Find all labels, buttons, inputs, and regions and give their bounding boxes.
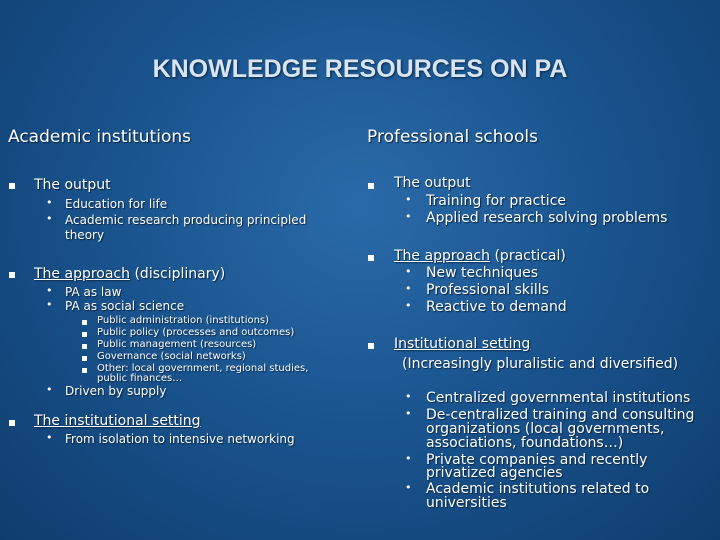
- left-column-heading: Academic institutions: [8, 127, 191, 147]
- bullet-square-icon: [368, 343, 374, 349]
- bullet-square-icon: [82, 344, 87, 349]
- bullet-dot-icon: •: [405, 299, 412, 312]
- left-setting-label: The institutional setting: [34, 413, 201, 429]
- left-approach-suffix: (disciplinary): [130, 266, 226, 282]
- bullet-square-icon: [9, 420, 15, 426]
- left-output-item-continued: theory: [65, 228, 105, 242]
- right-setting-item: Private companies and recently: [426, 452, 648, 468]
- right-setting-item-continued: organizations (local governments,: [426, 421, 665, 437]
- bullet-dot-icon: •: [405, 265, 412, 278]
- right-setting-label: Institutional setting: [394, 336, 531, 352]
- right-output-item: Applied research solving problems: [426, 210, 668, 226]
- right-approach-item: Professional skills: [426, 282, 549, 298]
- bullet-dot-icon: •: [405, 452, 412, 465]
- right-setting-item: Centralized governmental institutions: [426, 390, 691, 406]
- science-item: Public policy (processes and outcomes): [97, 327, 295, 338]
- bullet-dot-icon: •: [405, 193, 412, 206]
- bullet-dot-icon: •: [405, 390, 412, 403]
- right-approach-item: New techniques: [426, 265, 539, 281]
- bullet-square-icon: [368, 183, 374, 189]
- bullet-square-icon: [9, 183, 15, 189]
- right-setting-item-continued: associations, foundations…): [426, 435, 624, 451]
- bullet-square-icon: [368, 255, 374, 261]
- bullet-square-icon: [82, 320, 87, 325]
- bullet-dot-icon: •: [46, 383, 53, 396]
- science-item-continued: public finances…: [97, 373, 183, 384]
- science-item: Public management (resources): [97, 339, 257, 350]
- bullet-dot-icon: •: [46, 212, 53, 225]
- bullet-dot-icon: •: [46, 298, 53, 311]
- bullet-square-icon: [82, 368, 87, 373]
- science-item: Governance (social networks): [97, 351, 246, 362]
- right-approach-line: [394, 248, 566, 264]
- right-setting-item-continued: privatized agencies: [426, 465, 563, 481]
- science-item: Public administration (institutions): [97, 315, 270, 326]
- right-approach-suffix: (practical): [490, 248, 566, 264]
- slide-title: KNOWLEDGE RESOURCES ON PA: [152, 55, 568, 83]
- right-output-item: Training for practice: [426, 193, 566, 209]
- bullet-square-icon: [9, 272, 15, 278]
- right-approach-item: Reactive to demand: [426, 299, 567, 315]
- right-setting-subtitle: (Increasingly pluralistic and diversified): [402, 356, 679, 372]
- left-approach-item: PA as social science: [65, 299, 185, 313]
- bullet-dot-icon: •: [405, 282, 412, 295]
- left-driven-by-supply: Driven by supply: [65, 384, 167, 398]
- bullet-dot-icon: •: [405, 210, 412, 223]
- bullet-dot-icon: •: [405, 481, 412, 494]
- bullet-dot-icon: •: [46, 196, 53, 209]
- right-output-label: The output: [394, 175, 471, 191]
- bullet-square-icon: [82, 332, 87, 337]
- left-output-item: Academic research producing principled: [65, 213, 307, 227]
- bullet-square-icon: [82, 356, 87, 361]
- right-setting-item-continued: universities: [426, 495, 507, 511]
- right-setting-item: De-centralized training and consulting: [426, 407, 695, 423]
- left-setting-item: From isolation to intensive networking: [65, 432, 295, 446]
- science-item: Other: local government, regional studies,: [97, 363, 309, 374]
- bullet-dot-icon: •: [46, 284, 53, 297]
- right-setting-item: Academic institutions related to: [426, 481, 650, 497]
- left-output-label: The output: [34, 177, 111, 193]
- left-approach-item: PA as law: [65, 285, 122, 299]
- left-approach-line: [34, 266, 225, 282]
- right-approach-label: The approach: [394, 248, 491, 264]
- left-approach-label: The approach: [34, 266, 131, 282]
- bullet-dot-icon: •: [405, 407, 412, 420]
- right-column-heading: Professional schools: [367, 127, 538, 147]
- left-output-item: Education for life: [65, 197, 168, 211]
- bullet-dot-icon: •: [46, 431, 53, 444]
